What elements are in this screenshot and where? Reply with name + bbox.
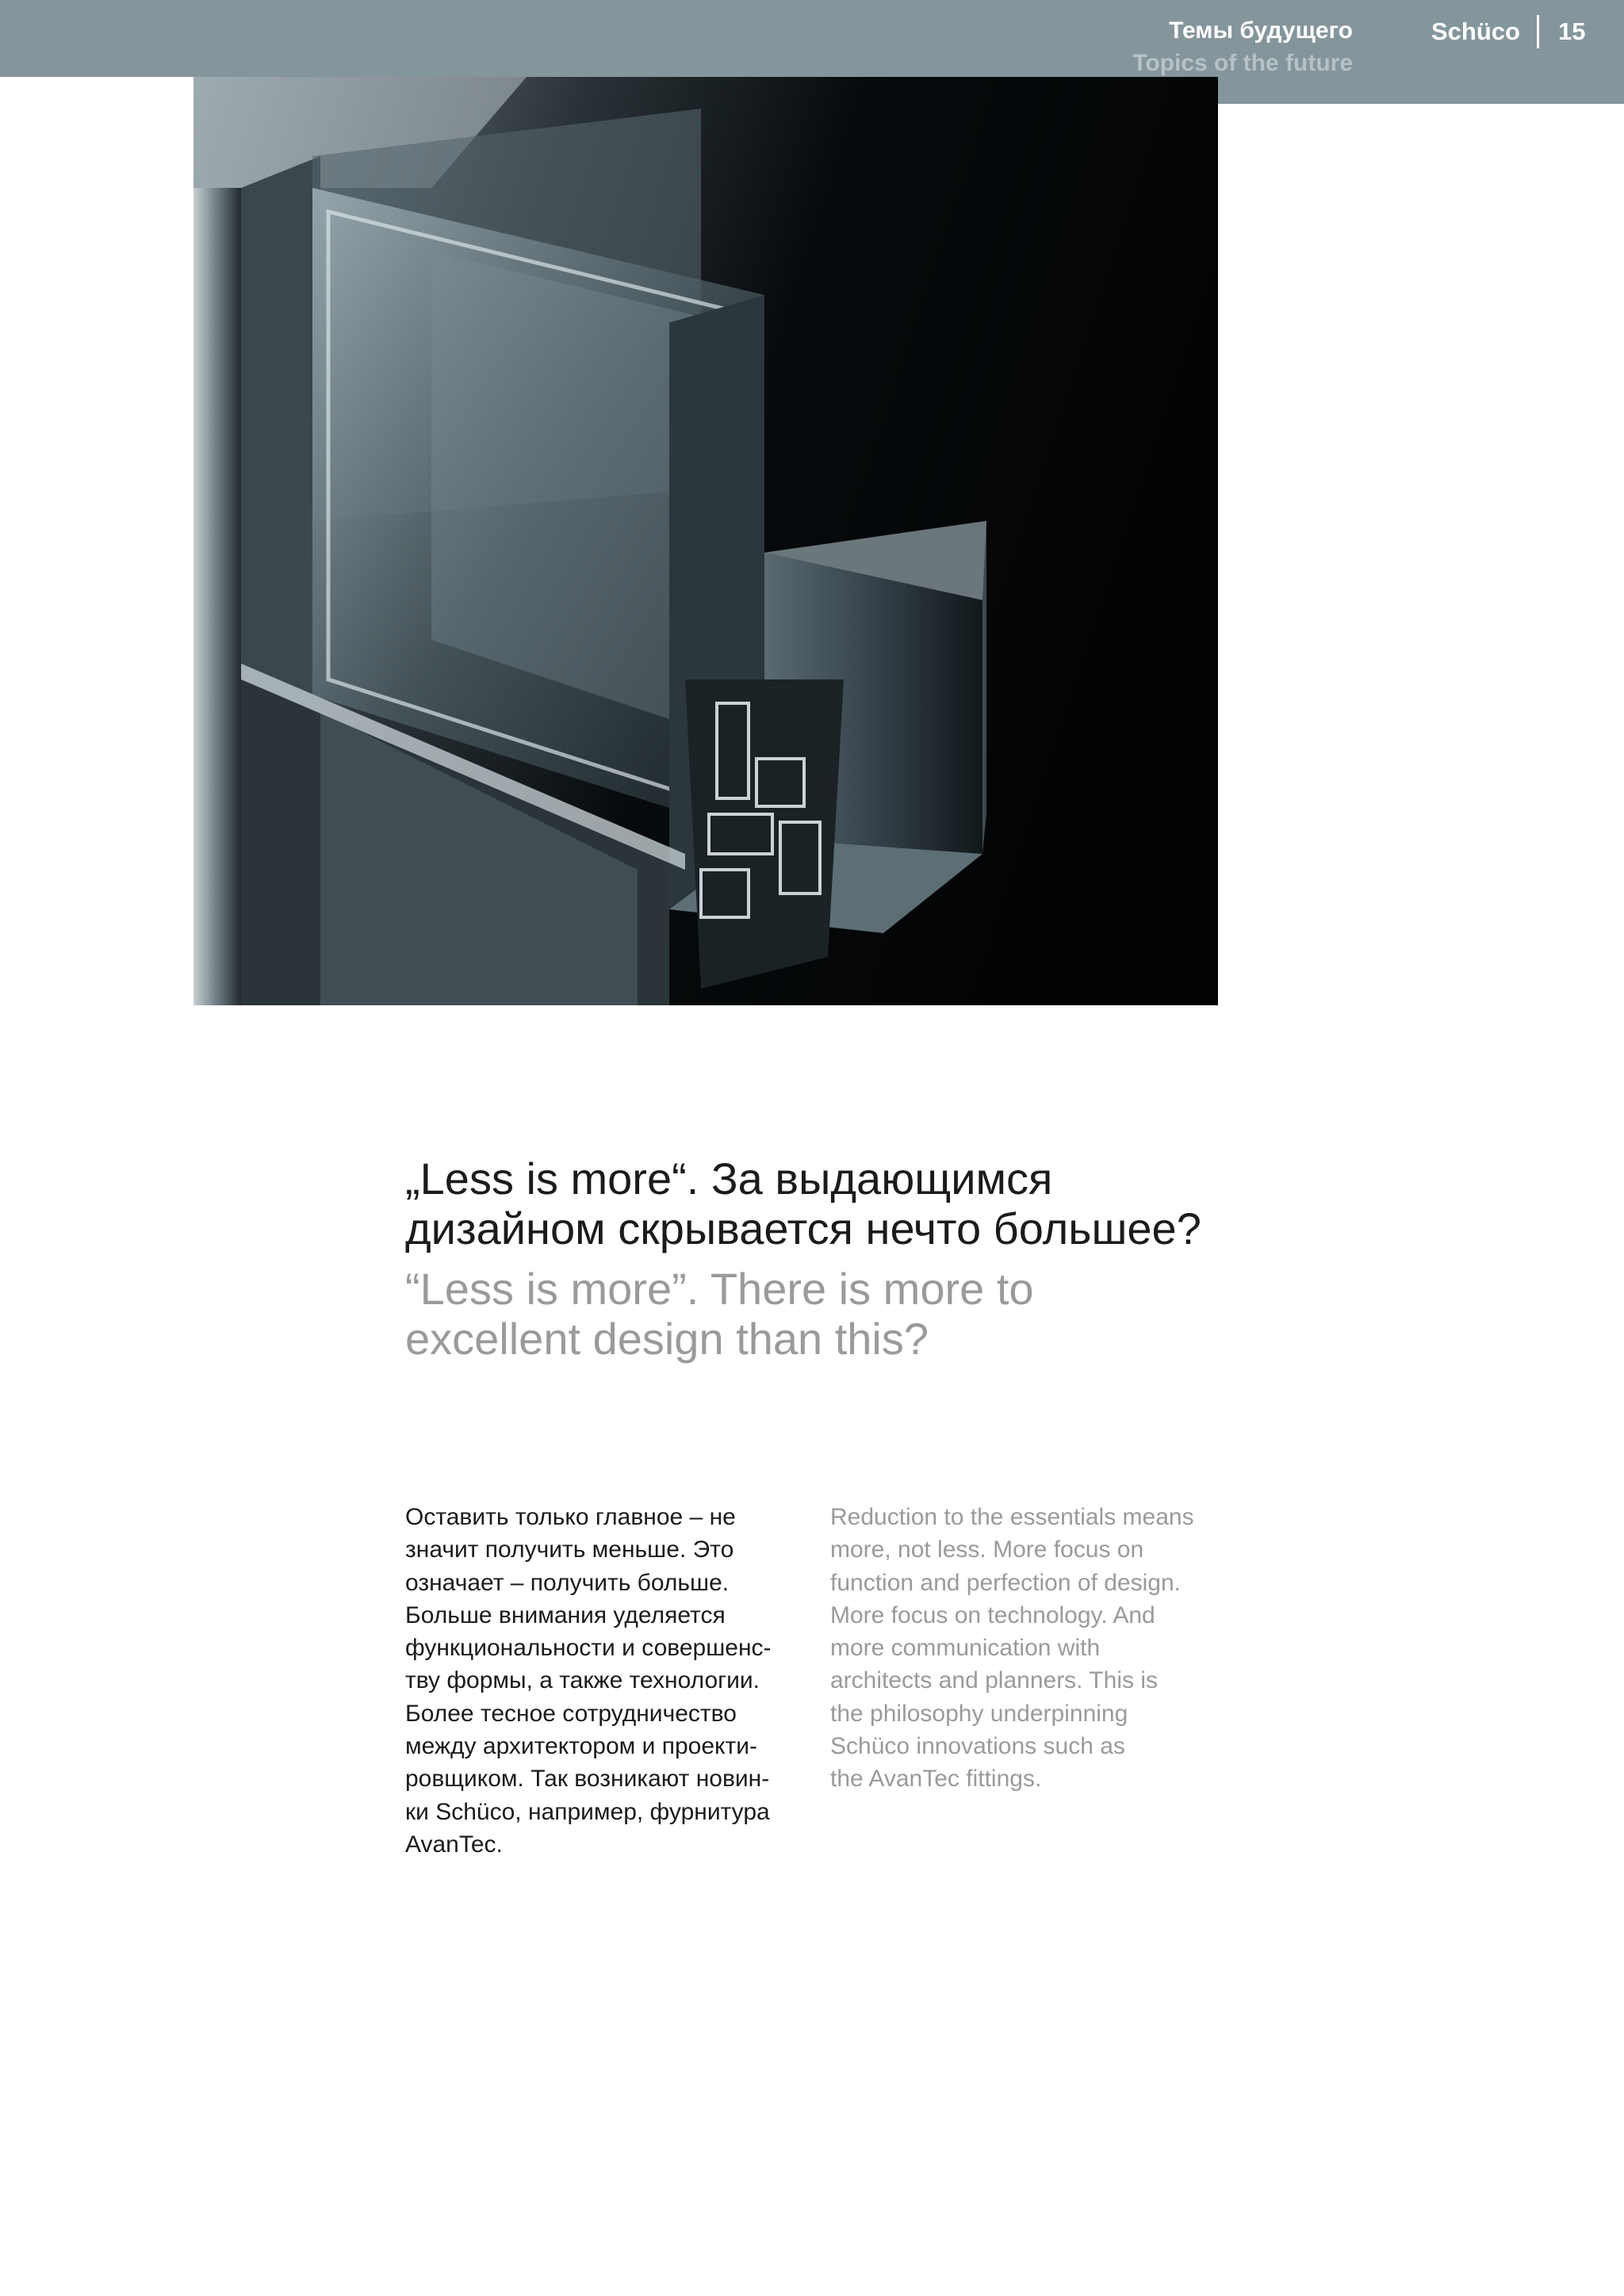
body-text-ru: Оставить только главное – не значит получить меньше. Это означает – получить больше. Больше внимания уделяется функциональности и совершенс- тву формы, а также технологии. Более тесное сотрудничество между архитектором и проекти- ровщиком. Так возникают новин- ки Schüco, например, фурнитура AvanTec.	[405, 1504, 772, 1858]
headline-en	[405, 1264, 1309, 1364]
headline-en-line2: excellent design than this?	[405, 1314, 929, 1364]
headline-en-line1: “Less is more”. There is more to	[405, 1264, 1034, 1314]
facade-profile-illustration	[193, 77, 1218, 1005]
body-text-en: Reduction to the essentials means more, not less. More focus on function and perfection of design. More focus on technology. And more communication with architects and planners. This is the philosophy underpinning Schüco innovations such as the AvanTec fittings.	[830, 1504, 1194, 1793]
header-divider	[1537, 15, 1539, 48]
page-number: 15	[1558, 17, 1586, 45]
headline-ru	[405, 1154, 1309, 1253]
facade-profile-photo	[193, 77, 1218, 1005]
header-band	[0, 0, 1624, 77]
section-title-en: Topics of the future	[1132, 50, 1353, 76]
brand-name: Schüco	[1431, 17, 1520, 45]
headline-ru-line2: дизайном скрывается нечто большее?	[405, 1203, 1201, 1253]
headline-ru-line1: „Less is more“. За выдающимся	[405, 1154, 1053, 1203]
section-title-ru: Темы будущего	[1169, 17, 1353, 44]
